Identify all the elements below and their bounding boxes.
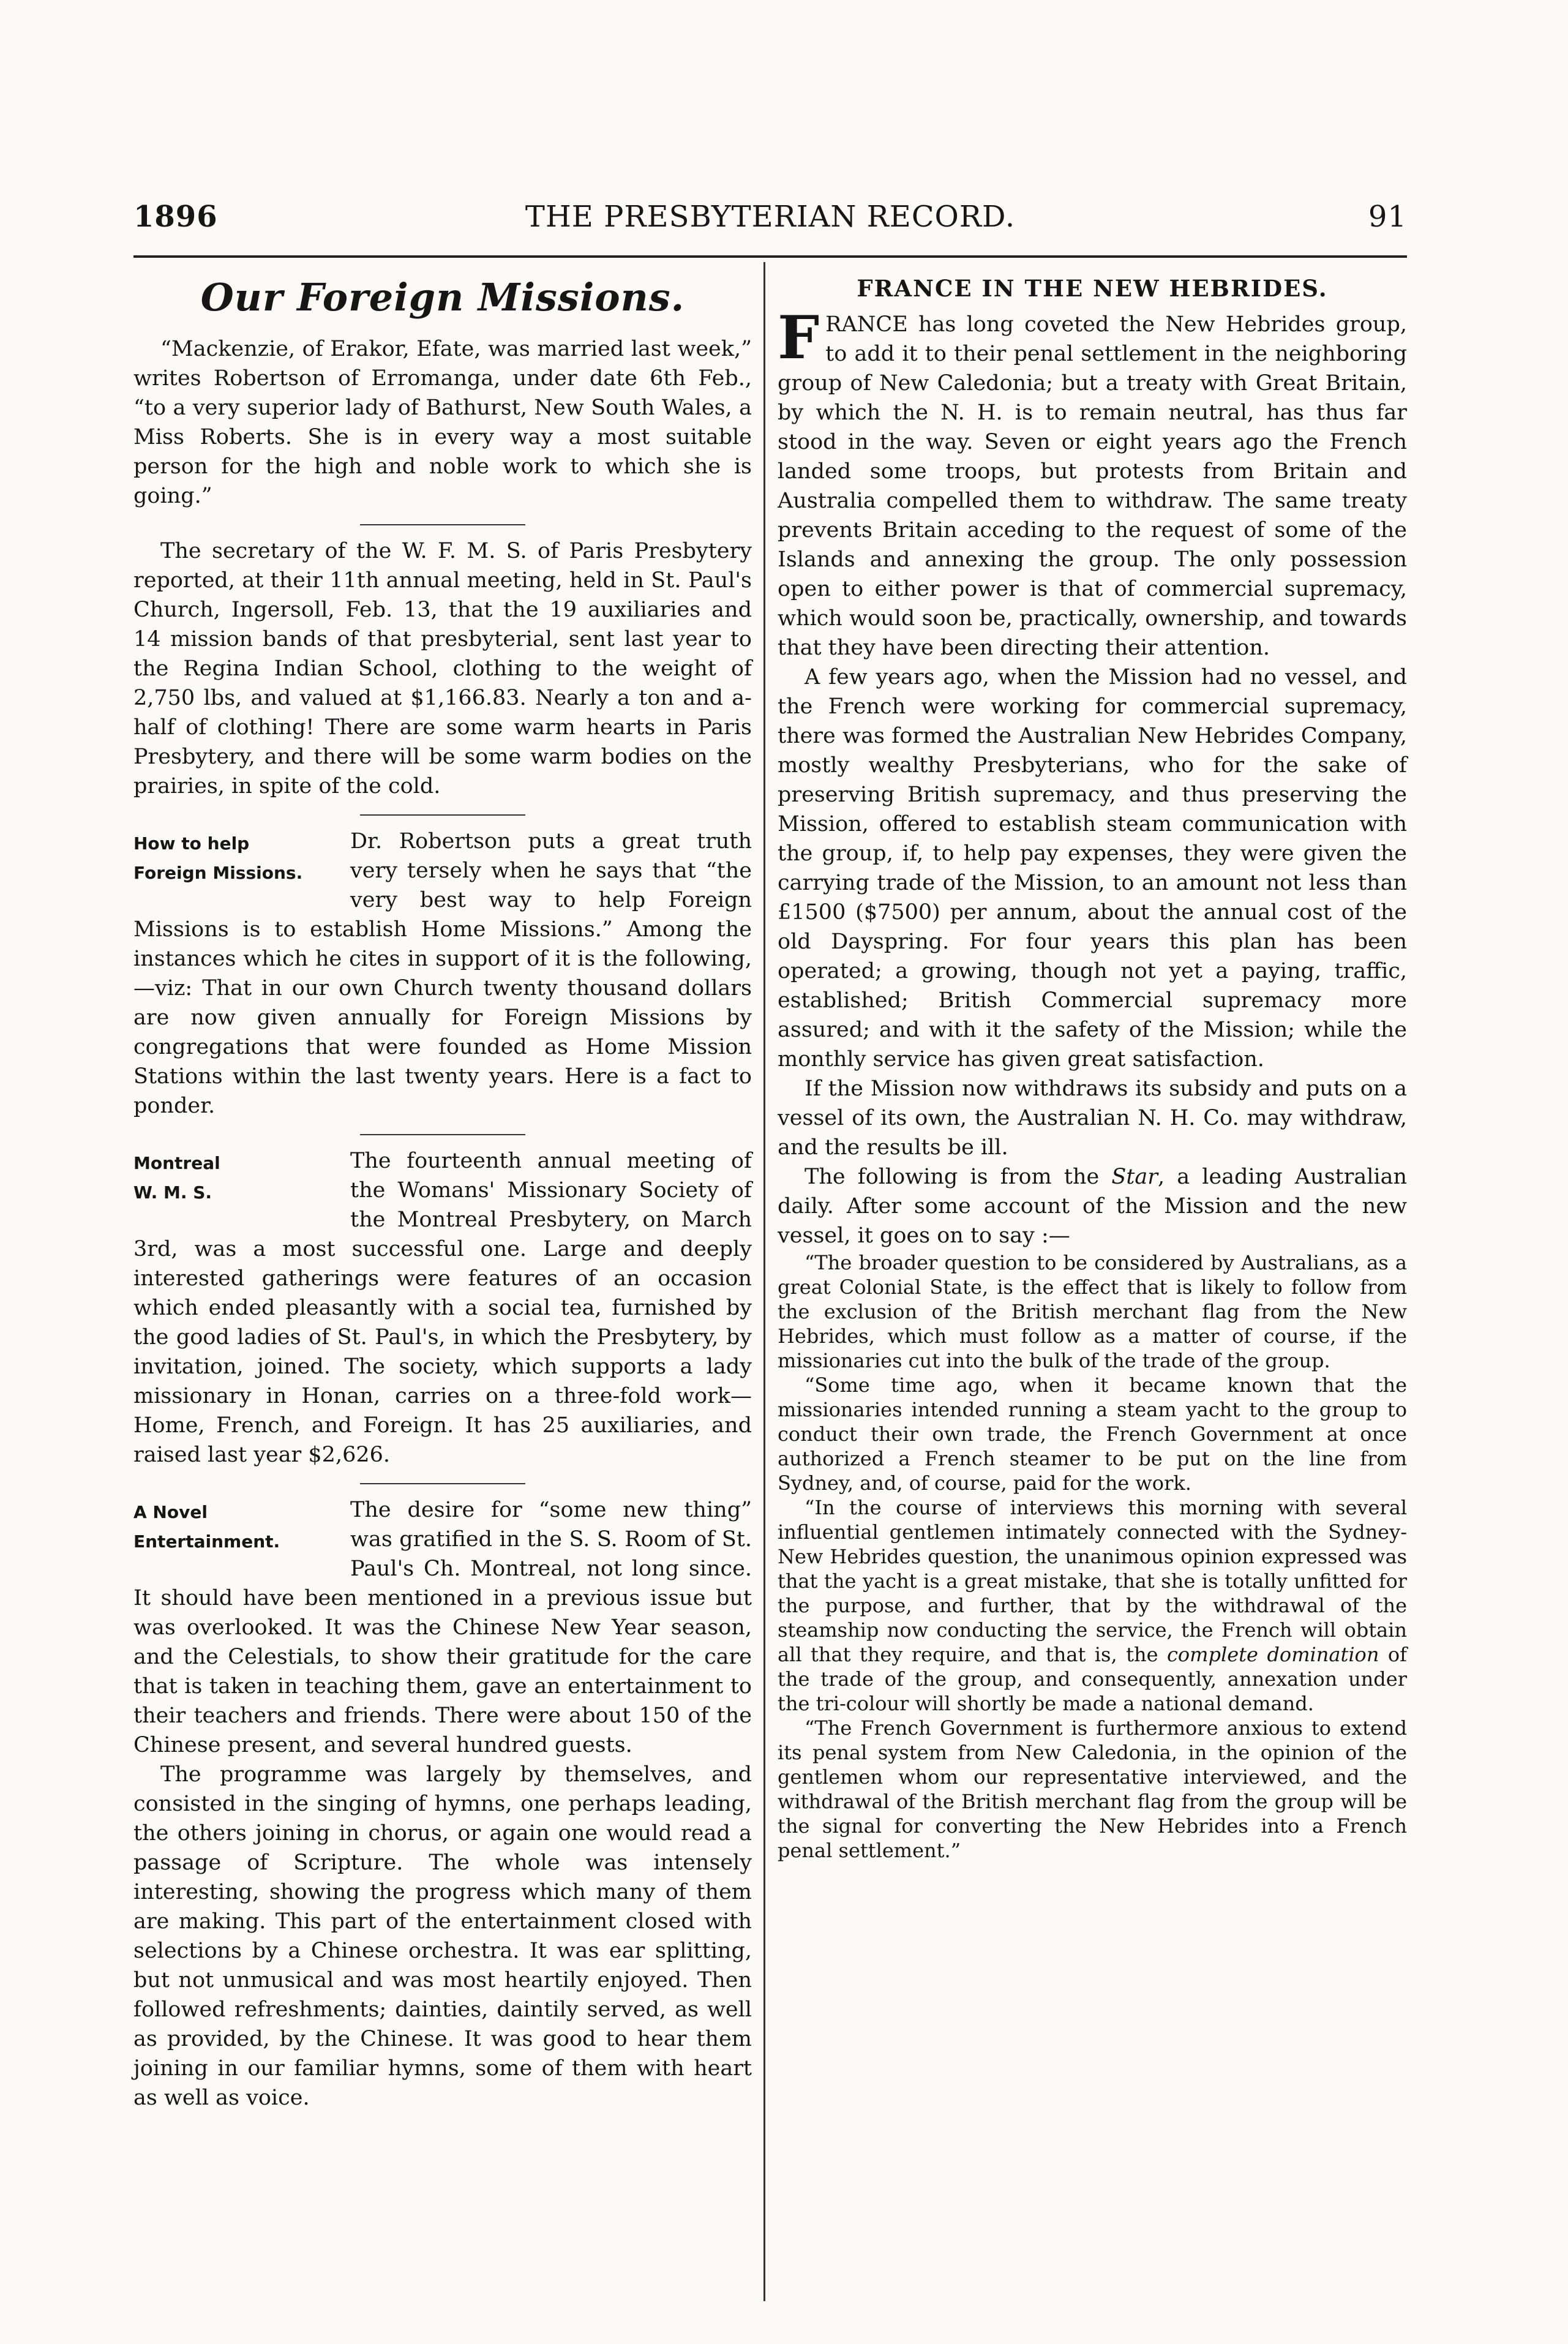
column-divider bbox=[763, 262, 765, 2301]
right-column bbox=[778, 269, 1407, 1863]
separator bbox=[360, 524, 525, 525]
item-text: The desire for “some new thing” was gratified in the S. S. Room of St. Paul's Ch. Montreal, not long since. It should have been mentioned in a previous issue but was overlooked. It was the Chinese New Year season, and the Celestials, to show their gratitude for the care that is taken in teaching them, gave an entertainment to their teachers and friends. There were about 150 of the Chinese present, and several hundred guests. bbox=[133, 1498, 752, 1757]
paragraph-mackenzie: “Mackenzie, of Erakor, Efate, was married last week,” writes Robertson of Erromanga, under date 6th Feb., “to a very superior lady of Bathurst, New South Wales, a Miss Roberts. She is in every way a most suitable person for the high and noble work to which she is going.” bbox=[133, 337, 752, 508]
newspaper-name: Star bbox=[1111, 1165, 1158, 1189]
quotation-block bbox=[778, 1250, 1407, 1863]
side-heading bbox=[133, 1149, 342, 1208]
emphasis: complete domination bbox=[1166, 1643, 1379, 1666]
section-title: Our Foreign Missions. bbox=[200, 275, 685, 320]
header-title: THE PRESBYTERIAN RECORD. bbox=[525, 200, 1016, 234]
text-span: of the trade of the group, and consequently, annexation under the tri-colour will shortly be made a national demand. bbox=[778, 1643, 1408, 1715]
paragraph-withdraw: If the Mission now withdraws its subsidy and puts on a vessel of its own, the Australian N. H. Co. may withdraw, and the results be ill. bbox=[778, 1076, 1407, 1160]
paragraph-intro-text: RANCE has long coveted the New Hebrides group, to add it to their penal settlement in the neighboring group of New Caledonia; but a treaty with Great Britain, by which the N. H. is to remain neutral, has thus far stood in the way. Seven or eight years ago the French landed some troops, but protests from Britain and Australia compelled them to withdraw. The same treaty prevents Britain acceding to the request of some of the Islands and annexing the group. The only possession open to either power is that of commercial supremacy, which would soon be, practically, ownership, and towards that they have been directing their attention. bbox=[778, 312, 1407, 660]
side-heading-line: Entertainment. bbox=[133, 1531, 280, 1552]
page-header bbox=[133, 200, 1407, 249]
header-rule bbox=[133, 255, 1407, 258]
paragraph-company: A few years ago, when the Mission had no vessel, and the French were working for commercial supremacy, there was formed the Australian New Hebrides Company, mostly wealthy Presbyterians, who for the sake of preserving British supremacy, and thus preserving the Mission, offered to establish steam communication with the group, if, to help pay expenses, they were given the carrying trade of the Mission, to an amount not less than £1500 ($7500) per annum, about the annual cost of the old Dayspring. For four years this plan has been operated; a growing, though not yet a paying, traffic, established; British Commercial supremacy more assured; and with it the safety of the Mission; while the monthly service has given great satisfaction. bbox=[778, 665, 1407, 1072]
left-column bbox=[133, 269, 752, 2113]
text-span: “In the course of interviews this morning with several influential gentlemen intimately connected with the Sydney-New Hebrides question, the unanimous opinion expressed was that the yacht is a great mistake, that she is totally unfitted for the purpose, and further, that by the withdrawal of the steamship now conducting the service, the French will obtain all that they require, and that is, the bbox=[778, 1496, 1407, 1666]
separator bbox=[360, 1134, 525, 1135]
paragraph-programme: The programme was largely by themselves, and consisted in the singing of hymns, one perhaps leading, the others joining in chorus, or again one would read a passage of Scripture. The whole was intensely interesting, showing the progress which many of them are making. This part of the entertainment closed with selections by a Chinese orchestra. It was ear splitting, but not unmusical and was most heartily enjoyed. Then followed refreshments; dainties, daintily served, as well as provided, by the Chinese. It was good to hear them joining in our familiar hymns, some of them with heart as well as voice. bbox=[133, 1762, 752, 2110]
side-heading-line: A Novel bbox=[133, 1502, 208, 1522]
quote-paragraph: “The broader question to be considered by Australians, as a great Colonial State, is the effect that is likely to follow from the exclusion of the British merchant flag from the New Hebrides, which must follow as a matter of course, if the missionaries cut into the bulk of the trade of the group. bbox=[778, 1251, 1407, 1372]
separator bbox=[360, 814, 525, 816]
text-span: , a leading Australian daily. After some account of the Mission and the new vessel, it goes on to say :— bbox=[778, 1165, 1407, 1248]
paragraph-intro bbox=[778, 303, 1407, 663]
side-heading-line: How to help bbox=[133, 833, 250, 854]
header-year: 1896 bbox=[133, 200, 218, 234]
paragraph-wfms: The secretary of the W. F. M. S. of Paris Presbytery reported, at their 11th annual meeting, held in St. Paul's Church, Ingersoll, Feb. 13, that the 19 auxiliaries and 14 mission bands of that presbyterial, sent last year to the Regina Indian School, clothing to the weight of 2,750 lbs, and valued at $1,166.83. Nearly a ton and a-half of clothing! There are some warm hearts in Paris Presbytery, and there will be some warm bodies on the prairies, in spite of the cold. bbox=[133, 539, 752, 798]
text-span: The following is from the bbox=[805, 1165, 1112, 1189]
article-title: FRANCE IN THE NEW HEBRIDES. bbox=[857, 275, 1328, 302]
item-text: Dr. Robertson puts a great truth very tersely when he says that “the very best way to help Foreign Missions is to establish Home Missions.” Among the instances which he cites in support of it is the following,—viz: That in our own Church twenty thousand dollars are now given annually for Foreign Missions by congregations that were founded as Home Mission Stations within the last twenty years. Here is a fact to ponder. bbox=[133, 829, 752, 1118]
paragraph-star bbox=[778, 1162, 1407, 1250]
quote-paragraph: “Some time ago, when it became known that the missionaries intended running a steam yacht to the group to conduct their own trade, the French Government at once authorized a French steamer to be put on the line from Sydney, and, of course, paid for the work. bbox=[778, 1373, 1407, 1495]
side-heading bbox=[133, 1498, 342, 1557]
separator bbox=[360, 1483, 525, 1484]
side-heading-line: Montreal bbox=[133, 1153, 220, 1173]
drop-cap: F bbox=[778, 303, 820, 372]
side-heading bbox=[133, 829, 342, 888]
item-montreal-wms bbox=[133, 1146, 752, 1470]
item-foreign-missions bbox=[133, 827, 752, 1121]
header-page-number: 91 bbox=[1368, 200, 1407, 234]
side-heading-line: Foreign Missions. bbox=[133, 863, 303, 883]
item-text: The fourteenth annual meeting of the Womans' Missionary Society of the Montreal Presbytery, on March 3rd, was a most successful one. Large and deeply interested gatherings were features of an occasion which ended pleasantly with a social tea, furnished by the good ladies of St. Paul's, in which the Presbytery, by invitation, joined. The society, which supports a lady missionary in Honan, carries on a three-fold work—Home, French, and Foreign. It has 25 auxiliaries, and raised last year $2,626. bbox=[133, 1149, 752, 1467]
quote-paragraph bbox=[778, 1495, 1407, 1716]
item-novel-entertainment bbox=[133, 1495, 752, 1760]
side-heading-line: W. M. S. bbox=[133, 1182, 212, 1203]
quote-paragraph: “The French Government is furthermore anxious to extend its penal system from New Caledonia, in the opinion of the gentlemen whom our representative interviewed, and the withdrawal of the British merchant flag from the group will be the signal for converting the New Hebrides into a French penal settlement.” bbox=[778, 1716, 1407, 1862]
